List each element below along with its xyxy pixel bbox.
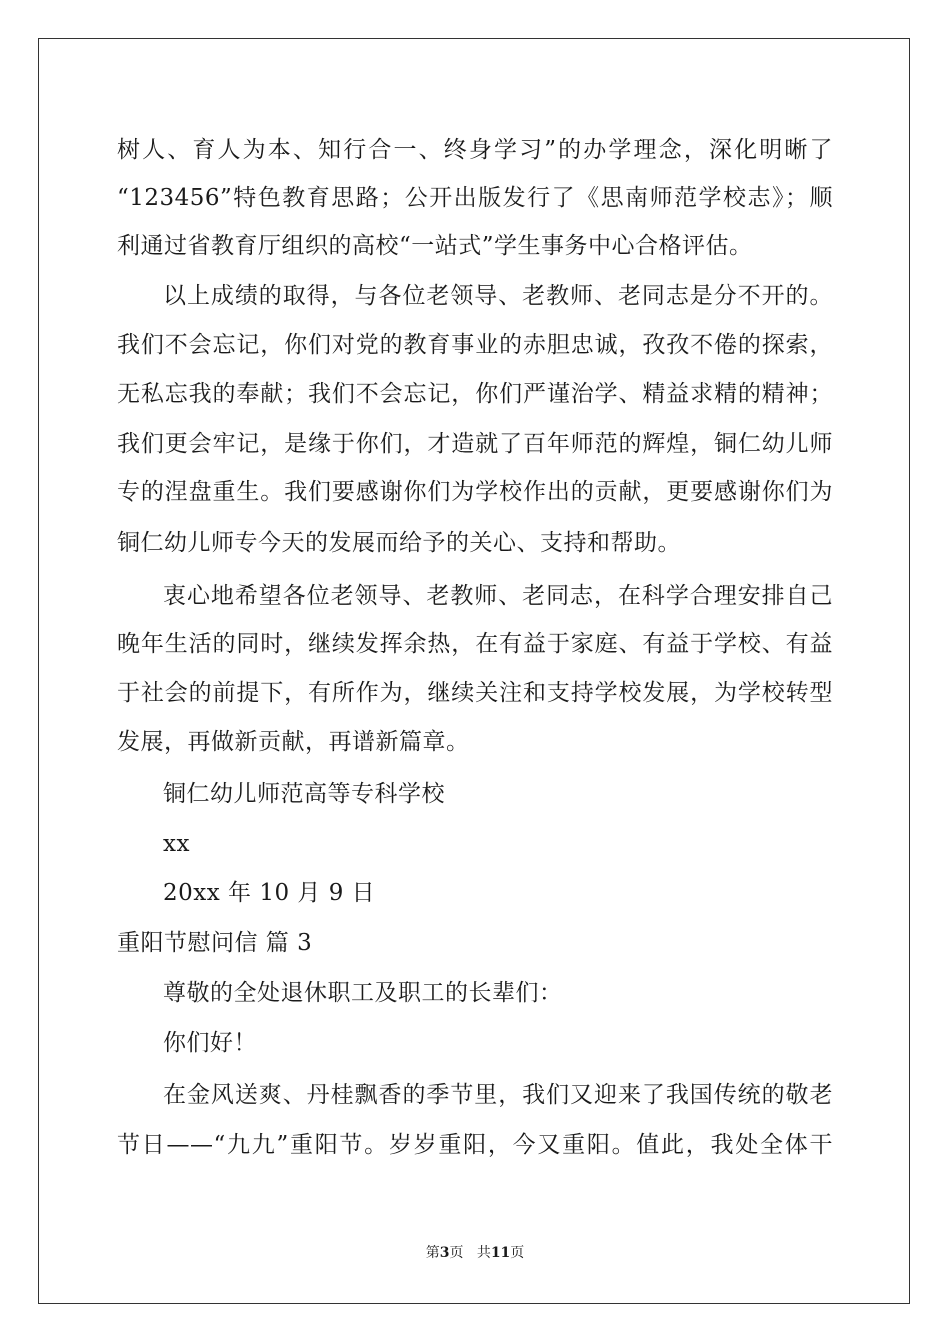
signature-organization: 铜仁幼儿师范高等专科学校 bbox=[163, 781, 445, 807]
text-line: 节日——“九九”重阳节。岁岁重阳，今又重阳。值此，我处全体干 bbox=[117, 1132, 833, 1158]
footer-prefix: 第 bbox=[425, 1245, 440, 1261]
salutation: 尊敬的全处退休职工及职工的长辈们： bbox=[163, 980, 563, 1006]
section-heading: 重阳节慰问信 篇 3 bbox=[117, 930, 313, 956]
text-line: 无私忘我的奉献；我们不会忘记，你们严谨治学、精益求精的精神； bbox=[117, 381, 833, 407]
current-page-number: 3 bbox=[439, 1245, 450, 1261]
text-line: 我们更会牢记，是缘于你们，才造就了百年师范的辉煌，铜仁幼儿师 bbox=[117, 431, 833, 457]
text-line: 于社会的前提下，有所作为，继续关注和支持学校发展，为学校转型 bbox=[117, 680, 833, 706]
text-line: 以上成绩的取得，与各位老领导、老教师、老同志是分不开的。 bbox=[163, 283, 833, 309]
text-line: 在金风送爽、丹桂飘香的季节里，我们又迎来了我国传统的敬老 bbox=[163, 1082, 833, 1108]
text-line: 晚年生活的同时，继续发挥余热，在有益于家庭、有益于学校、有益 bbox=[117, 631, 833, 657]
text-line: 我们不会忘记，你们对党的教育事业的赤胆忠诚，孜孜不倦的探索， bbox=[117, 332, 833, 358]
greeting: 你们好！ bbox=[163, 1030, 257, 1056]
text-line: 铜仁幼儿师专今天的发展而给予的关心、支持和帮助。 bbox=[117, 530, 681, 556]
footer-page-suffix: 页 bbox=[449, 1245, 464, 1261]
text-line: 利通过省教育厅组织的高校“一站式”学生事务中心合格评估。 bbox=[117, 233, 753, 259]
page-footer bbox=[0, 1243, 950, 1263]
footer-total-prefix: 共 bbox=[476, 1245, 491, 1261]
footer-total-suffix: 页 bbox=[510, 1245, 525, 1261]
signature-name: xx bbox=[163, 831, 190, 857]
signature-date: 20xx 年 10 月 9 日 bbox=[163, 880, 376, 906]
text-line: 专的涅盘重生。我们要感谢你们为学校作出的贡献，更要感谢你们为 bbox=[117, 479, 833, 505]
text-line: 树人、育人为本、知行合一、终身学习”的办学理念，深化明晰了 bbox=[117, 137, 833, 163]
text-line: “123456”特色教育思路；公开出版发行了《思南师范学校志》；顺 bbox=[117, 185, 833, 211]
text-line: 衷心地希望各位老领导、老教师、老同志，在科学合理安排自己 bbox=[163, 583, 833, 609]
total-page-number: 11 bbox=[490, 1245, 511, 1261]
text-line: 发展，再做新贡献，再谱新篇章。 bbox=[117, 729, 470, 755]
